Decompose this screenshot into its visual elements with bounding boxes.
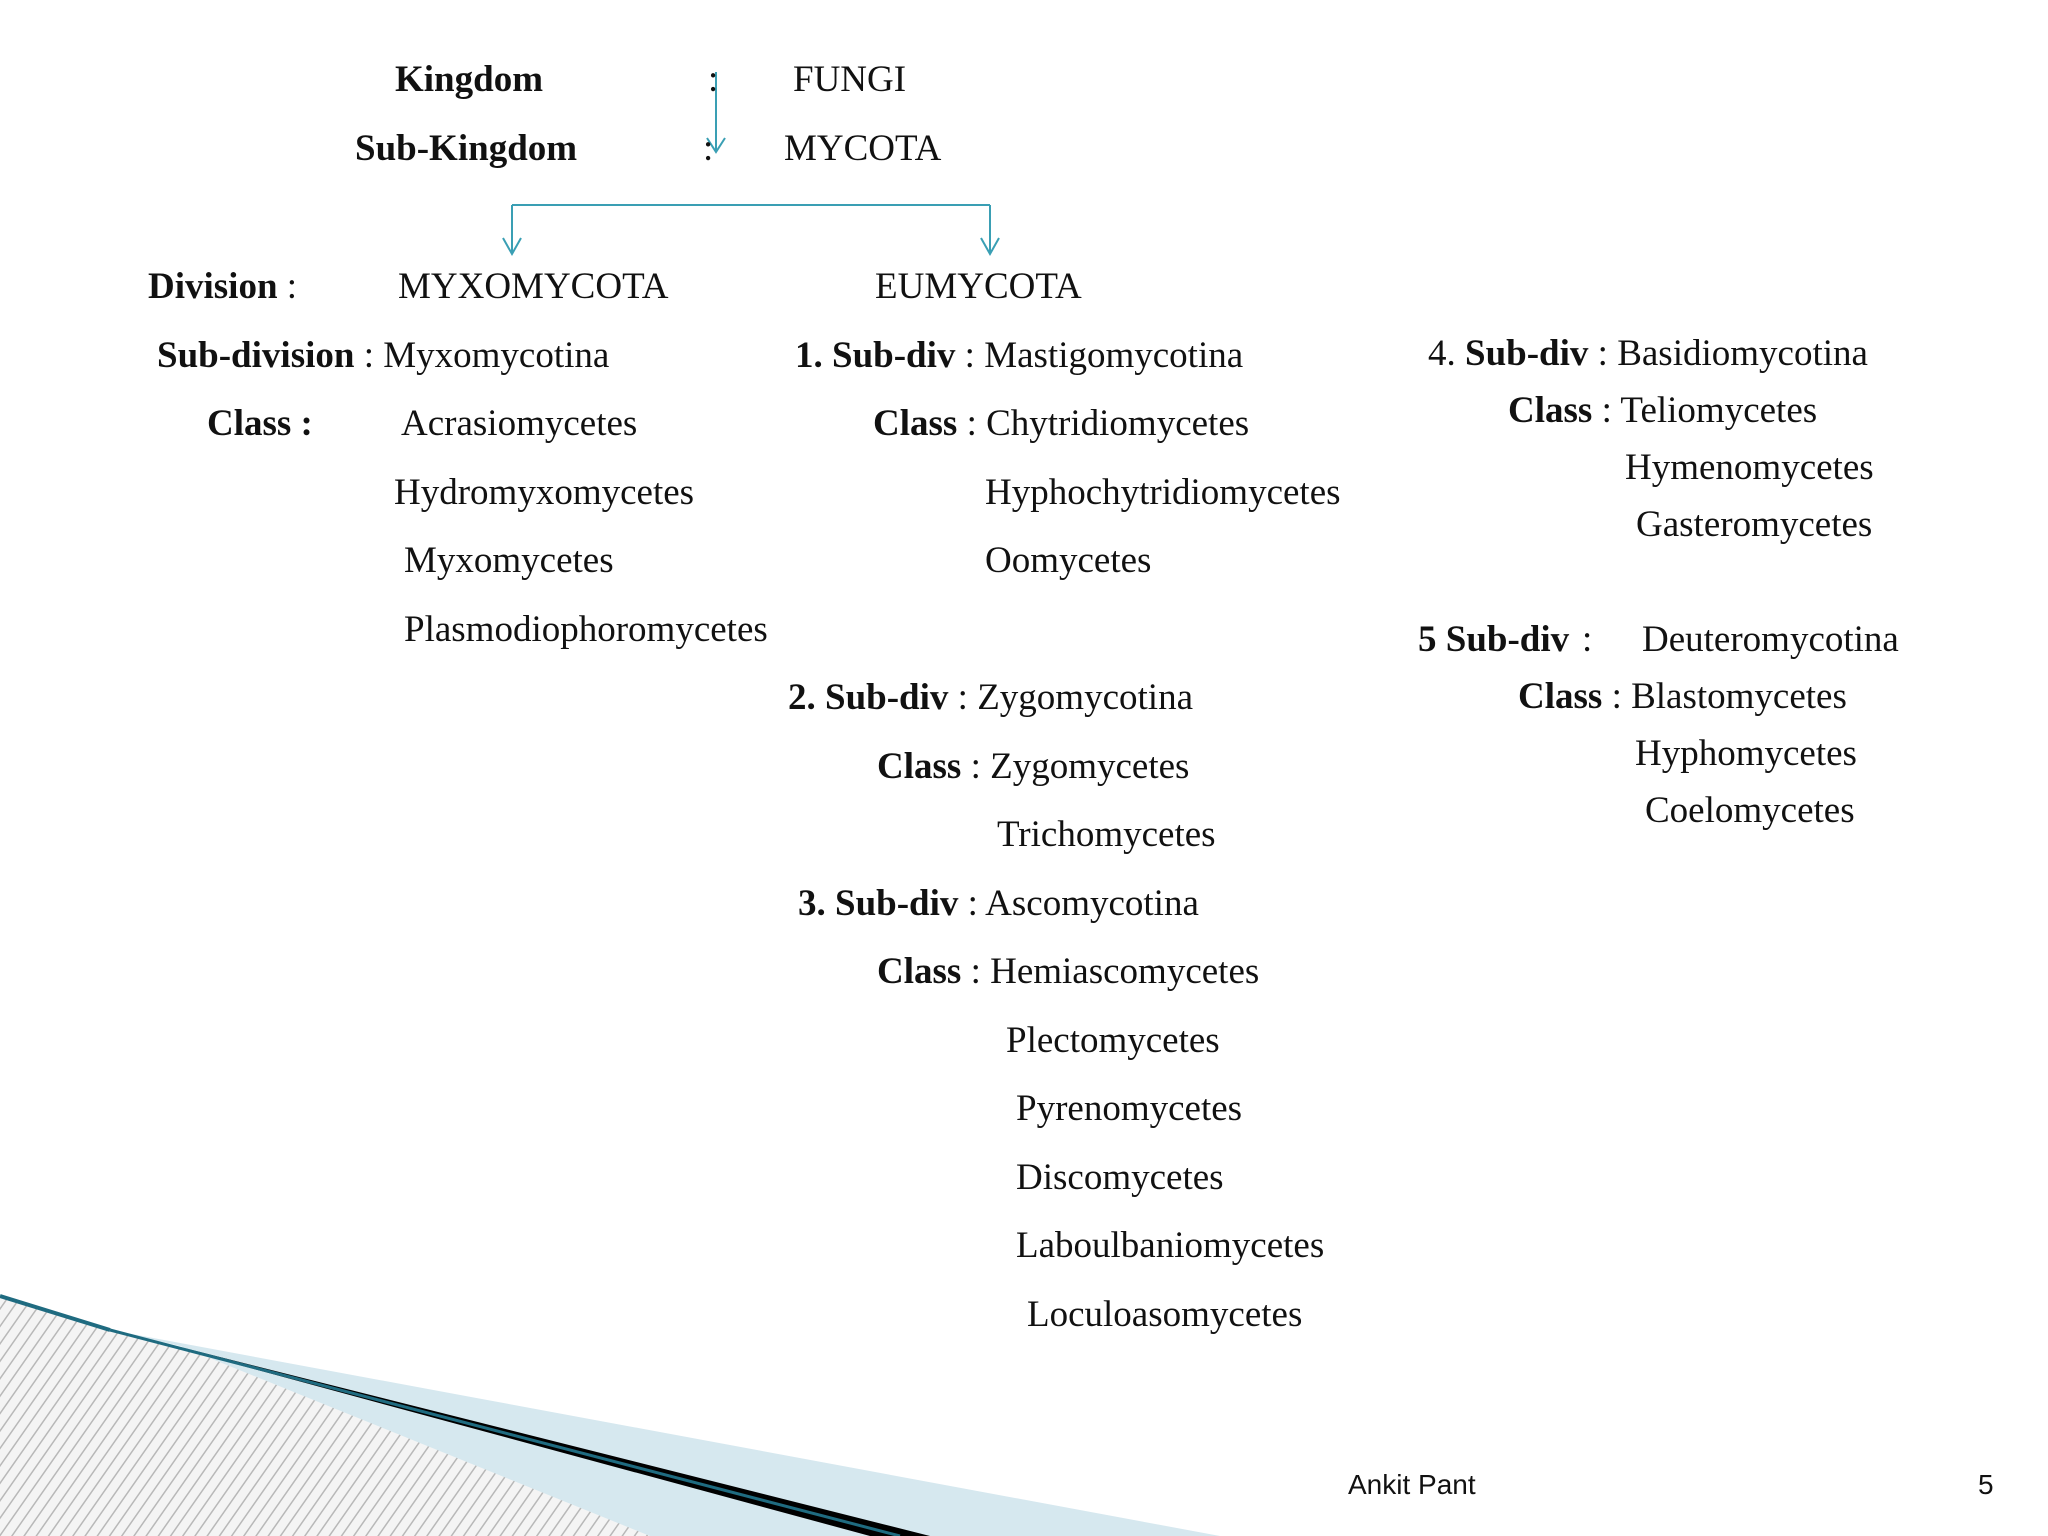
- myxo-subdivision-label: Sub-division: [157, 335, 355, 376]
- subdiv3-class-item: Plectomycetes: [1006, 1020, 1220, 1061]
- footer-author: Ankit Pant: [1348, 1469, 1476, 1500]
- subdiv4-label: Sub-div: [1465, 333, 1589, 374]
- subdiv5-class-item: Coelomycetes: [1645, 790, 1855, 831]
- subdiv3-class-item: Discomycetes: [1016, 1157, 1224, 1198]
- kingdom-separator: :: [708, 59, 719, 100]
- subdiv5-class-item: Hyphomycetes: [1635, 733, 1857, 774]
- division-separator: :: [277, 266, 298, 307]
- subdiv5-label: 5 Sub-div: [1418, 619, 1570, 660]
- subdiv2-class-row: [877, 745, 1189, 789]
- subdiv1-class-row: [873, 402, 1249, 446]
- subdiv4-class-row: [1508, 389, 1817, 433]
- subdiv4-value: : Basidiomycotina: [1588, 333, 1868, 374]
- subdiv1-label: 1. Sub-div: [795, 335, 956, 376]
- subdiv3-class-value: : Hemiascomycetes: [961, 951, 1260, 992]
- subdiv2-class-label: Class: [877, 746, 962, 787]
- subdiv3-row: [798, 882, 1199, 926]
- subdiv2-label: 2. Sub-div: [788, 677, 949, 718]
- subdiv2-row: [788, 676, 1193, 720]
- myxo-class-item: Plasmodiophoromycetes: [404, 609, 768, 650]
- subdiv3-class-label: Class: [877, 951, 962, 992]
- subdiv1-class-item: Oomycetes: [985, 540, 1152, 581]
- myxo-class-item: Hydromyxomycetes: [394, 472, 695, 513]
- subdiv3-value: : Ascomycotina: [958, 883, 1199, 924]
- kingdom-value: FUNGI: [793, 59, 907, 100]
- subdiv1-class-label: Class: [873, 403, 958, 444]
- myxo-class-item: Acrasiomycetes: [401, 403, 638, 444]
- subdiv3-class-item: Laboulbaniomycetes: [1016, 1225, 1325, 1266]
- subdiv3-class-row: [877, 950, 1259, 994]
- myxo-class-label: Class :: [207, 403, 313, 444]
- subdiv2-class-item: Trichomycetes: [997, 814, 1216, 855]
- subdiv4-class-item: Hymenomycetes: [1625, 447, 1874, 488]
- subdiv5-class-row: [1518, 675, 1847, 719]
- subkingdom-value: MYCOTA: [784, 128, 942, 169]
- subdiv5-value: Deuteromycotina: [1642, 619, 1899, 660]
- subdiv4-row: [1428, 332, 1868, 376]
- myxo-subdivision-value: : Myxomycotina: [354, 335, 610, 376]
- myxo-class-item: Myxomycetes: [404, 540, 614, 581]
- subdiv5-separator: :: [1582, 619, 1593, 660]
- subdiv1-class-value: : Chytridiomycetes: [957, 403, 1250, 444]
- subdiv1-class-item: Hyphochytridiomycetes: [985, 472, 1341, 513]
- division-row: [148, 265, 297, 309]
- division-myxomycota: MYXOMYCOTA: [398, 266, 669, 307]
- subdiv3-label: 3. Sub-div: [798, 883, 959, 924]
- subdiv4-class-item: Gasteromycetes: [1636, 504, 1873, 545]
- subdiv5-class-value: : Blastomycetes: [1602, 676, 1847, 717]
- division-eumycota: EUMYCOTA: [875, 266, 1082, 307]
- subdiv4-class-label: Class: [1508, 390, 1593, 431]
- subdiv2-class-value: : Zygomycetes: [961, 746, 1190, 787]
- subdiv3-class-item: Loculoasomycetes: [1027, 1294, 1303, 1335]
- subdiv3-class-item: Pyrenomycetes: [1016, 1088, 1243, 1129]
- subdiv1-value: : Mastigomycotina: [955, 335, 1244, 376]
- myxo-subdivision: [157, 334, 609, 378]
- subdiv5-class-label: Class: [1518, 676, 1603, 717]
- subdiv1-row: [795, 334, 1243, 378]
- subdiv4-class-value: : Teliomycetes: [1592, 390, 1818, 431]
- subkingdom-label: Sub-Kingdom: [355, 128, 578, 169]
- subdiv4-label-prefix: 4.: [1428, 333, 1465, 374]
- page-number: 5: [1978, 1469, 1994, 1500]
- kingdom-label: Kingdom: [395, 59, 544, 100]
- subdiv2-value: : Zygomycotina: [948, 677, 1193, 718]
- division-label: Division: [148, 266, 278, 307]
- subkingdom-separator: :: [703, 128, 714, 169]
